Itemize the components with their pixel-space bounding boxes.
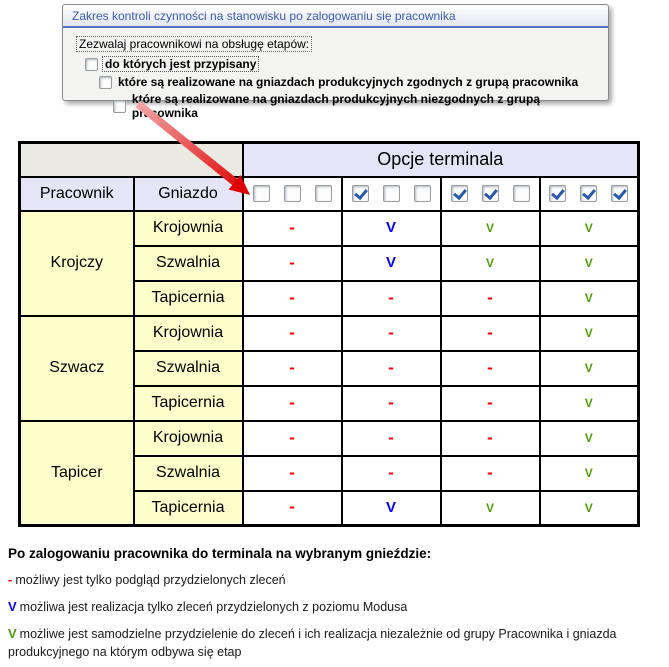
option-checkbox[interactable] (352, 185, 369, 202)
col-header-worker: Pracownik (20, 177, 134, 211)
permission-symbol: - (289, 427, 295, 447)
value-cell (540, 456, 639, 491)
option-checkbox[interactable] (383, 185, 400, 202)
value-cell (540, 351, 639, 386)
station-cell: Tapicernia (134, 491, 243, 526)
panel-option-label[interactable]: które są realizowane na gniazdach produkcyjnych niezgodnych z grupą pracownika (131, 92, 541, 120)
options-header: Opcje terminala (243, 143, 639, 177)
panel-title: Zakres kontroli czynności na stanowisku po zalogowaniu się pracownika (63, 5, 608, 28)
value-cell (342, 386, 441, 421)
permission-symbol: - (487, 462, 493, 482)
value-cell (243, 456, 342, 491)
permission-symbol: - (289, 462, 295, 482)
permission-symbol: - (289, 217, 295, 237)
permission-symbol: - (289, 322, 295, 342)
station-cell: Krojownia (134, 211, 243, 246)
panel-option-checkbox[interactable] (99, 76, 112, 89)
value-cell (441, 316, 540, 351)
checkbox-group (343, 185, 440, 202)
permission-symbol: - (388, 392, 394, 412)
value-cell (441, 281, 540, 316)
value-cell (441, 386, 540, 421)
option-checkbox-cell (243, 177, 342, 211)
value-cell (342, 316, 441, 351)
legend-heading: Po zalogowaniu pracownika do terminala na wybranym gnieździe: (8, 546, 432, 561)
permission-symbol: V (584, 221, 593, 235)
legend-item (8, 598, 660, 616)
intro-label: Zezwalaj pracownikowi na obsługę etapów: (76, 36, 312, 52)
legend (8, 546, 660, 667)
station-cell: Szwalnia (134, 456, 243, 491)
legend-items (8, 571, 660, 662)
value-cell (540, 421, 639, 456)
panel-option-row (113, 92, 608, 120)
permission-symbol: - (487, 322, 493, 342)
col-header-station: Gniazdo (134, 177, 243, 211)
station-cell: Szwalnia (134, 246, 243, 281)
legend-text: możliwa jest realizacja tylko zleceń przydzielonych z poziomu Modusa (19, 600, 408, 615)
option-checkbox-cell (441, 177, 540, 211)
station-cell: Krojownia (134, 421, 243, 456)
value-cell (342, 211, 441, 246)
value-cell (540, 386, 639, 421)
option-checkbox[interactable] (315, 185, 332, 202)
checkbox-group (244, 185, 341, 202)
option-checkbox-cell (342, 177, 441, 211)
value-cell (441, 246, 540, 281)
station-cell: Szwalnia (134, 351, 243, 386)
value-cell (540, 246, 639, 281)
permission-symbol: - (388, 462, 394, 482)
value-cell (540, 211, 639, 246)
option-checkbox[interactable] (414, 185, 431, 202)
permission-symbol: - (487, 357, 493, 377)
legend-item (8, 571, 660, 589)
legend-marker: - (8, 572, 13, 587)
terminal-options-table (18, 141, 640, 527)
option-checkbox[interactable] (580, 185, 597, 202)
permission-symbol: - (289, 252, 295, 272)
checkbox-group (442, 185, 539, 202)
value-cell (540, 491, 639, 526)
value-cell (441, 211, 540, 246)
permission-symbol: V (485, 256, 494, 270)
option-checkbox-cell (540, 177, 639, 211)
permission-symbol: V (584, 396, 593, 410)
option-checkbox[interactable] (253, 185, 270, 202)
permission-symbol: - (388, 287, 394, 307)
value-cell (441, 456, 540, 491)
value-cell (243, 246, 342, 281)
value-cell (540, 281, 639, 316)
option-checkbox[interactable] (284, 185, 301, 202)
permission-symbol: - (289, 357, 295, 377)
permission-symbol: V (584, 466, 593, 480)
option-checkbox[interactable] (611, 185, 628, 202)
legend-marker: V (8, 599, 17, 615)
permission-symbol: - (388, 427, 394, 447)
worker-cell: Krojczy (20, 211, 134, 316)
option-checkbox[interactable] (513, 185, 530, 202)
value-cell (342, 351, 441, 386)
value-cell (342, 491, 441, 526)
permission-symbol: - (487, 392, 493, 412)
value-cell (243, 316, 342, 351)
permission-symbol: V (584, 256, 593, 270)
permission-symbol: V (485, 500, 494, 515)
checkbox-group (541, 185, 638, 202)
panel-option-row (85, 56, 608, 72)
value-cell (342, 456, 441, 491)
legend-item (8, 625, 660, 661)
panel-options (63, 56, 608, 120)
panel-option-checkbox[interactable] (113, 100, 126, 113)
settings-panel (62, 4, 609, 120)
value-cell (342, 281, 441, 316)
option-checkbox[interactable] (549, 185, 566, 202)
permission-symbol: V (485, 221, 494, 235)
permission-symbol: - (388, 322, 394, 342)
station-cell: Tapicernia (134, 281, 243, 316)
permission-symbol: V (584, 500, 593, 515)
value-cell (243, 351, 342, 386)
value-cell (441, 351, 540, 386)
value-cell (243, 421, 342, 456)
option-checkbox[interactable] (451, 185, 468, 202)
value-cell (342, 421, 441, 456)
permission-symbol: V (584, 326, 593, 340)
permission-symbol: V (385, 219, 396, 236)
value-cell (243, 491, 342, 526)
value-cell (243, 386, 342, 421)
permission-symbol: - (289, 497, 295, 517)
worker-cell: Tapicer (20, 421, 134, 526)
permission-symbol: V (584, 291, 593, 305)
value-cell (243, 211, 342, 246)
permission-symbol: V (584, 361, 593, 375)
value-cell (342, 246, 441, 281)
panel-option-row (99, 75, 608, 89)
panel-option-checkbox[interactable] (85, 58, 98, 71)
worker-cell: Szwacz (20, 316, 134, 421)
value-cell (441, 421, 540, 456)
permission-symbol: V (385, 254, 396, 271)
value-cell (540, 316, 639, 351)
station-cell: Tapicernia (134, 386, 243, 421)
panel-option-label[interactable]: do których jest przypisany (102, 56, 259, 72)
table-corner-cell (20, 143, 243, 177)
legend-text: możliwy jest tylko podgląd przydzielonych zleceń (15, 573, 286, 587)
legend-marker: V (8, 626, 17, 642)
permission-symbol: V (385, 498, 396, 516)
value-cell (243, 281, 342, 316)
permission-symbol: - (388, 357, 394, 377)
permission-symbol: - (487, 427, 493, 447)
option-checkbox[interactable] (482, 185, 499, 202)
value-cell (441, 491, 540, 526)
permission-symbol: - (487, 287, 493, 307)
legend-text: możliwe jest samodzielne przydzielenie do zleceń i ich realizacja niezależnie od grupy Pracownika i gniazda produkcyjnego na którym odbywa się etap (8, 627, 617, 660)
permission-symbol: V (584, 431, 593, 445)
permission-symbol: - (289, 392, 295, 412)
station-cell: Krojownia (134, 316, 243, 351)
panel-option-label[interactable]: które są realizowane na gniazdach produkcyjnych zgodnych z grupą pracownika (118, 75, 579, 89)
permission-symbol: - (289, 287, 295, 307)
panel-body (63, 28, 608, 120)
